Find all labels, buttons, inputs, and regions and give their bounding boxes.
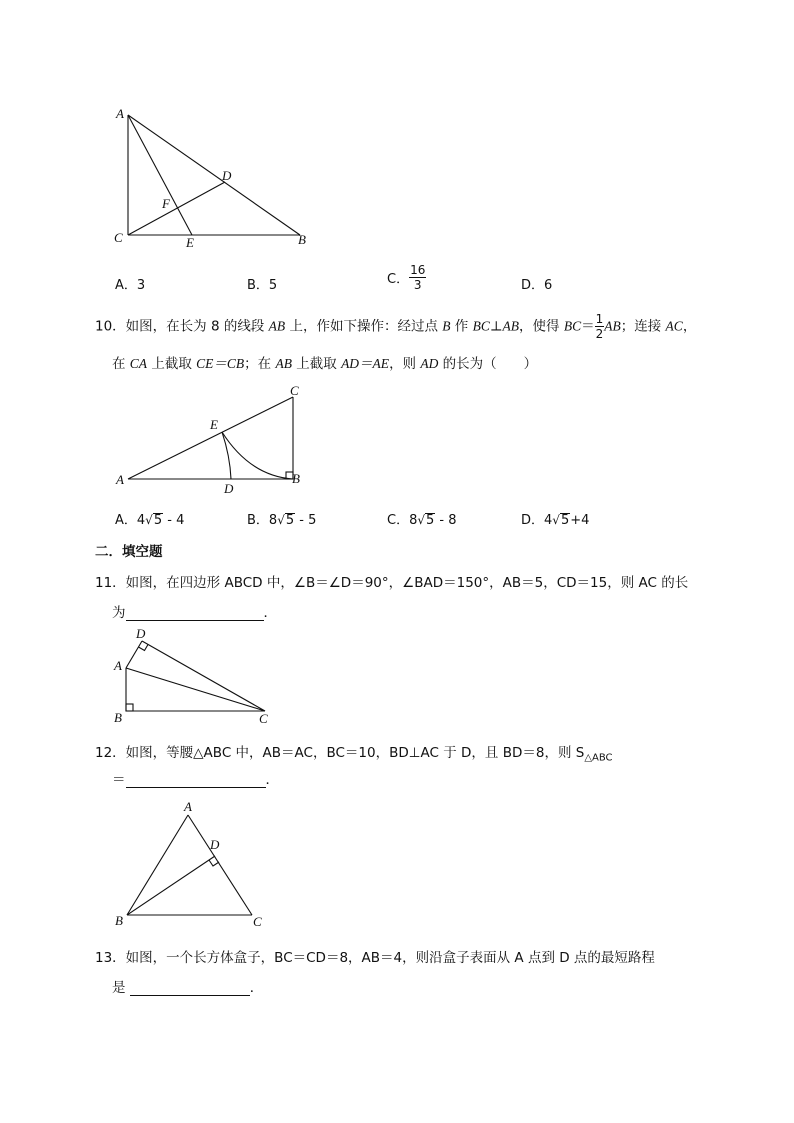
q10-text: AB xyxy=(604,318,621,334)
q9-option-c xyxy=(387,264,426,291)
q12-label-b: B xyxy=(115,913,123,928)
q12-line-1 xyxy=(95,741,613,764)
q10-text: BC⊥AB xyxy=(472,318,520,334)
q12-figure xyxy=(110,798,275,930)
q10-fraction-numerator: 1 xyxy=(595,312,604,326)
q12-label-d: D xyxy=(210,837,220,852)
q10-text: AD xyxy=(420,356,439,371)
section-title-fill-in: 二．填空题 xyxy=(95,544,163,560)
q11-answer-blank[interactable] xyxy=(126,606,264,621)
q11-line-1: 11．如图，在四边形 ABCD 中，∠B＝∠D＝90°，∠BAD＝150°，AB＝5，CD＝15，则 AC 的长 xyxy=(95,575,689,591)
q12-line-2 xyxy=(112,768,279,788)
q9-option-b: B．5 xyxy=(247,278,278,293)
q10-label-d: D xyxy=(224,481,234,495)
q10-option-d-radicand: 5 xyxy=(560,513,570,528)
q9-label-b: B xyxy=(298,232,306,247)
q9-option-d: D．6 xyxy=(521,278,553,293)
q12-label-a: A xyxy=(184,799,192,814)
q10-option-c-text: - 8 xyxy=(435,513,457,528)
q11-text: ． xyxy=(263,605,277,621)
q11-label-c: C xyxy=(259,711,268,726)
q10-text: ；在 xyxy=(244,356,276,372)
q9-label-a: A xyxy=(116,106,124,121)
q10-text: 10．如图，在长为 8 的线段 xyxy=(95,318,269,335)
q10-fraction-denominator: 2 xyxy=(595,327,604,341)
q10-option-c-text: C．8 xyxy=(387,513,418,528)
q9-label-d: D xyxy=(222,168,232,183)
q10-text: ＝ xyxy=(581,318,595,335)
q10-text: B xyxy=(442,318,451,334)
q10-text: CE＝CB xyxy=(196,356,245,371)
q10-text: AB xyxy=(268,318,286,334)
q11-label-d: D xyxy=(136,626,146,641)
q12-answer-blank[interactable] xyxy=(126,773,266,788)
q10-option-d: D．4√5+4 xyxy=(521,513,590,528)
q10-option-c: C．8√5 - 8 xyxy=(387,513,457,528)
q12-text: ． xyxy=(265,772,279,788)
q10-option-c-radicand: 5 xyxy=(426,513,435,528)
q10-text: CA xyxy=(129,356,148,371)
q11-figure xyxy=(108,624,288,726)
q9-option-a: A．3 xyxy=(115,278,146,293)
q10-text: BC xyxy=(563,318,582,334)
q10-label-b: B xyxy=(292,471,300,486)
q10-option-d-text: +4 xyxy=(570,513,590,528)
q10-text: 上截取 xyxy=(291,356,342,372)
q9-option-c-denominator: 3 xyxy=(413,278,422,292)
q9-option-c-fraction xyxy=(409,264,426,291)
q9-label-c: C xyxy=(114,230,123,245)
q10-option-b-text: B．8 xyxy=(247,513,278,528)
q12-text: ＝ xyxy=(112,772,126,788)
q10-option-b: B．8√5 - 5 xyxy=(247,513,317,528)
q13-text: 是 xyxy=(112,980,130,996)
q10-label-a: A xyxy=(116,472,124,487)
q11-label-b: B xyxy=(114,710,122,725)
q10-option-d-text: D．4 xyxy=(521,513,553,528)
q10-text: AB xyxy=(275,356,292,371)
q11-line-2 xyxy=(112,601,277,621)
q13-line-1: 13．如图，一个长方体盒子，BC＝CD＝8，AB＝4，则沿盒子表面从 A 点到 D 点的最短路程 xyxy=(95,950,655,966)
q12-subscript: △ABC xyxy=(584,752,613,764)
q12-label-c: C xyxy=(253,914,262,929)
q10-line-2 xyxy=(112,352,537,372)
q10-text: ；连接 xyxy=(620,318,666,335)
q10-option-b-radicand: 5 xyxy=(285,513,295,528)
q10-text: 在 xyxy=(112,356,130,372)
q10-option-a-radicand: 5 xyxy=(153,513,163,528)
q9-label-f: F xyxy=(162,196,170,211)
q11-label-a: A xyxy=(114,658,122,673)
q12-text: 12．如图，等腰△ABC 中，AB＝AC，BC＝10，BD⊥AC 于 D，且 BD＝8，则 S xyxy=(95,745,585,761)
q9-option-c-prefix: C． xyxy=(387,272,410,287)
q11-text: 为 xyxy=(112,605,126,621)
q10-option-a-text: A．4 xyxy=(115,513,146,528)
q10-text: ， xyxy=(682,318,697,335)
q10-figure xyxy=(110,380,320,495)
q10-fraction xyxy=(595,313,605,340)
q10-option-b-text: - 5 xyxy=(295,513,317,528)
q9-label-e: E xyxy=(186,235,194,250)
q10-option-a: A．4√5 - 4 xyxy=(115,513,185,528)
q10-label-e: E xyxy=(210,417,218,432)
q10-text: ，使得 xyxy=(519,318,564,335)
q10-text: 的长为（ ） xyxy=(438,356,538,372)
q10-text: AC xyxy=(665,318,683,334)
q10-text: ，则 xyxy=(389,356,421,372)
q10-text: AD＝AE xyxy=(341,356,390,371)
q10-text: 上截取 xyxy=(147,356,197,372)
q10-label-c: C xyxy=(290,383,299,398)
q13-text: ． xyxy=(249,980,264,996)
q9-figure xyxy=(110,100,330,260)
q10-text: 上，作如下操作：经过点 xyxy=(285,318,443,335)
q10-line-1 xyxy=(95,313,696,340)
q10-option-a-text: - 4 xyxy=(163,513,185,528)
q9-option-c-numerator: 16 xyxy=(410,263,426,277)
q10-text: 作 xyxy=(450,318,473,335)
q13-line-2 xyxy=(112,976,263,996)
q13-answer-blank[interactable] xyxy=(130,981,250,996)
